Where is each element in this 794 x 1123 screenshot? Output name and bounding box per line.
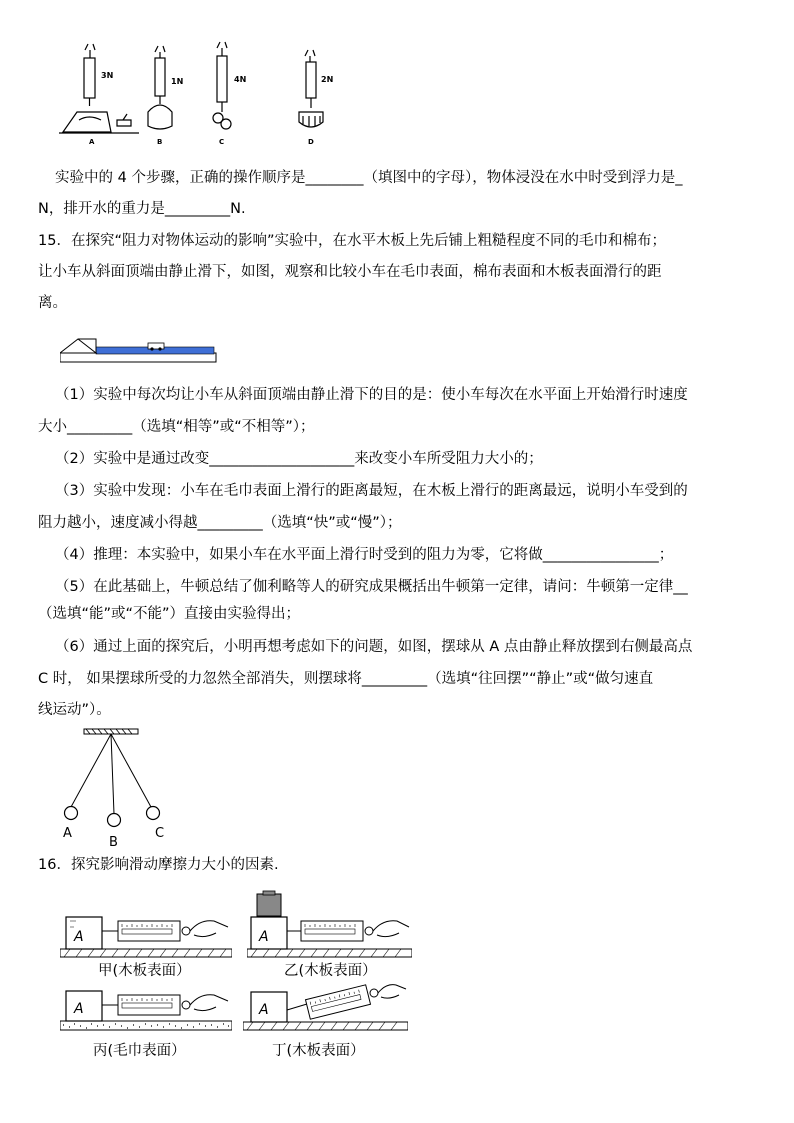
q15-step1-line2: 大小_________（选填“相等”或“不相等”）； xyxy=(38,419,315,435)
q14-question-line1: 实验中的 4 个步骤，正确的操作顺序是________（填图中的字母），物体浸没在水中时受到浮力是_ xyxy=(55,170,683,186)
reading-C: 4N xyxy=(234,75,247,84)
q15-step6-line1: （6）通过上面的探究后，小明再想考虑如下的问题，如图，摆球从 A 点由静止释放摆到右侧最高点 xyxy=(55,639,693,655)
caption-ding: 丁(木板表面） xyxy=(272,1043,365,1059)
pendulum-label-A: A xyxy=(63,826,72,841)
block-letter: A xyxy=(74,929,84,945)
q15-step5-line2: （选填“能”或“不能”）直接由实验得出； xyxy=(38,606,301,622)
label-A: A xyxy=(89,138,95,146)
reading-A: 3N xyxy=(101,71,114,80)
q15-step6-line3: 线运动”）。 xyxy=(38,702,111,718)
q16-title: 16．探究影响滑动摩擦力大小的因素. xyxy=(38,857,279,873)
friction-figure-yi xyxy=(247,890,412,965)
reading-B: 1N xyxy=(171,77,184,86)
pendulum-figure xyxy=(58,727,178,849)
q15-step4: （4）推理：本实验中，如果小车在水平面上滑行时受到的阻力为零，它将做________________； xyxy=(55,547,674,563)
q15-intro-line2: 让小车从斜面顶端由静止滑下，如图，观察和比较小车在毛巾表面，棉布表面和木板表面滑行的距 xyxy=(38,264,662,280)
q14-question-line2: N，排开水的重力是_________N. xyxy=(38,201,246,217)
block-letter: A xyxy=(259,929,269,945)
q15-step6-line2: C 时， 如果摆球所受的力忽然全部消失，则摆球将_________（选填“往回摆”“静止”或“做匀速直 xyxy=(38,671,654,687)
q15-step2: （2）实验中是通过改变____________________来改变小车所受阻力大小的； xyxy=(55,451,543,467)
q15-intro-line1: 15．在探究“阻力对物体运动的影响”实验中，在水平木板上先后铺上粗糙程度不同的毛巾和棉布； xyxy=(38,233,666,249)
incline-cart-figure xyxy=(60,335,218,365)
reading-D: 2N xyxy=(321,75,334,84)
block-letter: A xyxy=(74,1001,84,1017)
friction-figure-ding xyxy=(243,982,408,1037)
friction-figure-bing xyxy=(60,985,232,1037)
label-B: B xyxy=(157,138,163,146)
friction-figure-jia xyxy=(60,905,232,965)
label-D: D xyxy=(308,138,314,146)
caption-jia: 甲(木板表面） xyxy=(98,963,191,979)
pendulum-label-B: B xyxy=(109,835,118,849)
q15-intro-line3: 离。 xyxy=(38,295,67,311)
q15-step5-line1: （5）在此基础上，牛顿总结了伽利略等人的研究成果概括出牛顿第一定律，请问：牛顿第一定律__ xyxy=(55,579,688,595)
pendulum-label-C: C xyxy=(155,826,165,841)
buoyancy-steps-figure xyxy=(55,40,365,146)
block-letter: A xyxy=(259,1002,269,1018)
q15-step1-line1: （1）实验中每次均让小车从斜面顶端由静止滑下的目的是：使小车每次在水平面上开始滑行时速度 xyxy=(55,387,688,403)
label-C: C xyxy=(219,138,225,146)
q15-step3-line2: 阻力越小，速度减小得越_________（选填“快”或“慢”）； xyxy=(38,515,402,531)
q15-step3-line1: （3）实验中发现：小车在毛巾表面上滑行的距离最短，在木板上滑行的距离最远，说明小车受到的 xyxy=(55,483,688,499)
caption-yi: 乙(木板表面） xyxy=(284,963,377,979)
caption-bing: 丙(毛巾表面） xyxy=(93,1043,186,1059)
